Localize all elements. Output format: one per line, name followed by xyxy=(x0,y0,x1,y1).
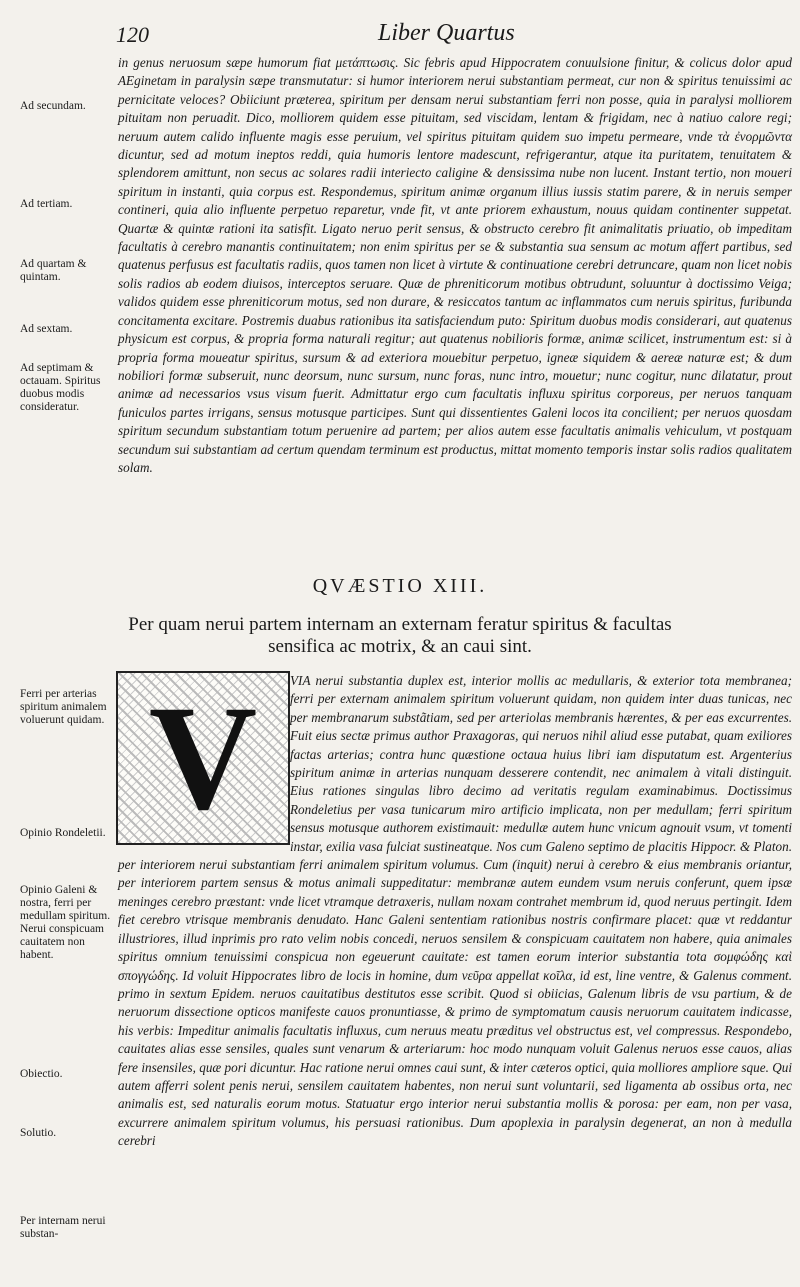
margin-note: Opinio Galeni & nostra, ferri per medullam spiritum. Nerui conspicuam cauitatem non habent. xyxy=(20,884,111,961)
margin-note: Ad quartam & quintam. xyxy=(20,258,87,283)
margin-note: Ferri per arterias spiritum animalem voluerunt quidam. xyxy=(20,688,107,726)
margin-note: Ad septimam & octauam. Spiritus duobus modis consideratur. xyxy=(20,362,101,413)
page-header xyxy=(0,22,800,52)
margin-note: Opinio Rondeletii. xyxy=(20,827,106,839)
question-title-line: sensifica ac motrix, & an caui sint. xyxy=(268,636,532,657)
question-title xyxy=(0,614,800,658)
question-heading: QVÆSTIO XIII. xyxy=(312,575,488,597)
page-number: 120 xyxy=(116,22,149,47)
margin-note: Solutio. xyxy=(20,1127,57,1139)
margin-note: Ad secundam. xyxy=(20,100,86,112)
body-text-bottom xyxy=(118,672,792,1151)
margin-note: Per internam nerui substan- xyxy=(20,1215,106,1240)
initial-letter: V xyxy=(148,675,258,841)
margin-note: Obiectio. xyxy=(20,1068,63,1080)
paragraph: in genus neruosum sæpe humorum fiat μετάπτωσις. Sic febris apud Hippocratem conuulsione finitur, & colicus dolor apud AEginetam in paralysin sæpe transmutatur: si humor interiorem nerui substantiam permeat, cur non & spiritus tenuissimi ac pernicitate veloces? Obiiciunt præterea, spiritum per densam nerui substantiam ferri non posse, quia in paralysi molliorem pituitam non peruadit. Dico, molliorem quidem esse pituitam, sed viscidam, lentam & frigidam, nec à natiuo calore regi; neruum autem calido influente magis esse peruium, vel spiritus pituitam quidem suo impetu permeare, vnde τὰ ἐνορμῶντα dicuntur, sed ad motum ineptos reddi, quia humoris lentore madescunt, refrigerantur, atque ita puritatem, tenuitatem & splendorem amittunt, non secus ac solares radii interiecto caligine & densissima nube non lucent. Instant tertio, non moueri spiritum in instanti, quia corpus est. Respondemus, spiritum animæ organum illius iussis statim parere, & in neruis semper contineri, quia alio influente perpetuo reparetur, vnde fit, vt ante priorem exhaustum, nouus quidam continenter suppetat. Quartæ & quintæ rationi ita satisfit. Ligato neruo perit sensus, & obstructo cerebro fit animalitatis priuatio, ob impeditam facultatis à cerebro manantis continuitatem; non enim spiritus per se & substantia sua sensum ac motum affert partibus, sed quatenus perfusus est facultatis radiis, quos tamen non licet à virtute & continuatione cerebri detruncare, quam non licet nobis solis radios ab eodem diuisos, interceptos seruare. Quæ de phreniticorum motibus obtrudunt, soluuntur à doctissimo Veiga; validos quidem esse phreniticorum motus, sed non durare, & resiccatos tantum ac inflammatos cum neruis spiritus, furibunda concitamenta excitare. Postremis duabus rationibus ita satisfaciendum puto: Spiritum duobus modis considerari, aut quatenus physicum est corpus, & propria forma naturali regitur; aut quatenus nobilioris formæ, animæ scilicet, instrumentum est: si à propria forma moueatur spiritus, sursum & ad exteriora mouebitur perpetuo, igneæ siquidem & aereæ naturæ est; & dum nobiliori formæ subseruit, nunc deorsum, nunc sursum, nunc foras, nunc intro, mouetur; nunc cogitur, nunc dilatatur, prout animæ ad necessarios vsus visum fuerit. Admittatur ergo cum facultatis influxu spiritus corporeus, per neruos tanquam funiculos partes irrigans, sensus motusque participes. Sunt qui dissentientes Galeni locos ita concilient; per neruos quosdam spiritum secundum substantiam totum peruenire ad partem; per alios autem esse facultatis animalis vehiculum, vt postquam secundum sui substantiam ad certum quendam terminum est productus, mittat momento temporis instar solis radios qualitatem solam. xyxy=(118,55,792,475)
body-text-top xyxy=(118,54,792,477)
margin-note: Ad tertiam. xyxy=(20,198,73,210)
paragraph: VIA nerui substantia duplex est, interior mollis ac medullaris, & exterior tota membranea; ferri per externam animalem spiritum voluerunt quidam, non quidem inter duas tunicas, nec per membranarum substãtiam, sed per arteriolas membranis hærentes, & per eas excurrentes. Fuit eius sectæ primus author Praxagoras, qui neruos nihil aliud esse putabat, quam exiliores factas arterias; contra hunc quæstione octaua huius libri iam disputatum est. Argenterius spiritum animæ in arterias nunquam desserere contendit, nec animalem à vitali distinguit. Eius rationes singulas libro decimo ad veritatis regulam examinabimus. Doctissimus Rondeletius per vasa tunicarum miro artificio implicata, non per medullam; ferri spiritum sensus motusque authorem existimauit: medullæ autem hunc vnicum agnouit vsum, vt tomenti instar, exilia vasa fulciat sustineatque. Nos cum Galeno septimo de placitis Hippocr. & Platon. per interiorem nerui substantiam ferri animalem spiritum volumus. Cum (inquit) nerui à cerebro & eius membranis oriantur, per interiorem partem sensus & motus animali suppeditatur: membranæ autem eundem vsum neruis conferunt, quem ipsæ meninges cerebro præstant: vnde licet vtramque detraxeris, nullam noxam contrahet membrum id, quod neruus pertingit. Idem fiet cerebro vtrisque membranis denudato. Hanc Galeni sententiam rationibus nostris confirmare placet: quæ vt reddantur illustriores, illud inprimis pro rato velim nobis concedi, neruos sensilem & conspicuam cauitatem non habere, quia animales spiritus omnium tenuissimi conspicua non egeuerunt cauitate: est tamen eorum interior substantia tota σομφώδης καὶ σπογγώδης. Id voluit Hippocrates libro de locis in homine, dum νεῦρα appellat κοῖλα, id est, line ventre, & Galenus comment. primo in sextum Epidem. neruos cauitatibus destitutos esse scribit. Quod si obiicias, Galenum libris de vsu partium, & de neruorum dissectione opticos manifeste cauos pronuntiasse, & primo de symptomatum causis neruorum cauitatem indicasse, his verbis: Impeditur animalis facultatis influxus, cum neruus meatu præditus vel obstructus est, vel compressus. Respondebo, cauitates alias esse sensiles, quales sunt venarum & arteriarum: hoc modo nunquam voluit Galenus neruos esse cauos, alias fere insensiles, quæ pori dicuntur. Hac ratione nerui omnes caui sunt, & inter cæteros optici, quia molliores ampliore sque. Qui autem afferri solent penis nerui, sensilem cauitatem habentes, non nerui sunt voluntarii, sed ligamenta ab ossibus orta, nec animalis est, sed naturalis eorum motus. Statuatur ergo interior nerui substantia mollis & porosa: per eam, non per vasa, excurrere animalem spiritum volumus, his persuasi rationibus. Dum apoplexia in paralysin degenerat, an non à medulla cerebri xyxy=(118,673,792,1149)
running-title: Liber Quartus xyxy=(378,20,515,46)
question-title-line: Per quam nerui partem internam an externam feratur spiritus & facultas xyxy=(128,614,672,635)
margin-note: Ad sextam. xyxy=(20,323,73,335)
